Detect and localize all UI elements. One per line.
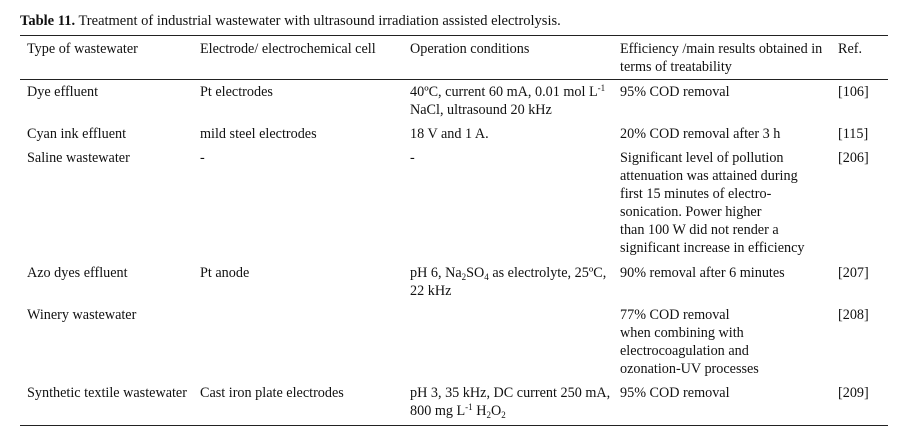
row3-efficiency: [620, 149, 830, 257]
row2-electrode: mild steel electrodes: [200, 126, 317, 142]
row2-efficiency: 20% COD removal after 3 h: [620, 126, 781, 142]
row5-type: Winery wastewater: [27, 307, 137, 323]
row6-ref: [209]: [838, 385, 869, 401]
row3-electrode: -: [200, 150, 205, 166]
bottom-rule: [20, 425, 888, 426]
row1-efficiency: 95% COD removal: [620, 84, 730, 100]
row4-type: Azo dyes effluent: [27, 265, 128, 281]
row3-conditions: -: [410, 150, 415, 166]
row1-electrode: Pt electrodes: [200, 84, 273, 100]
row1-conditions-text-2: NaCl, ultrasound 20 kHz: [410, 102, 552, 118]
row4-conditions-text: pH 6, Na: [410, 265, 462, 281]
row4-ref: [207]: [838, 265, 869, 281]
row4-conditions-text-3: as electrolyte, 25ºC, 22 kHz: [410, 265, 607, 299]
table-title: Treatment of industrial wastewater with ultrasound irradiation assisted electrolysis.: [78, 13, 561, 29]
row6-conditions-text-3: O: [490, 403, 502, 419]
row1-type: Dye effluent: [27, 84, 99, 100]
row5-ref: [208]: [838, 307, 869, 323]
row3-efficiency-line: first 15 minutes of electro-: [620, 186, 772, 202]
row4-electrode: Pt anode: [200, 265, 250, 281]
header-type: Type of wastewater: [27, 41, 138, 57]
row6-electrode: Cast iron plate electrodes: [200, 385, 344, 401]
row4-conditions-text-2: SO: [466, 265, 485, 281]
row3-efficiency-line: Significant level of pollution: [620, 150, 784, 166]
row1-conditions-text: 40ºC, current 60 mA, 0.01 mol L: [410, 84, 598, 100]
header-conditions: Operation conditions: [410, 41, 530, 57]
row3-efficiency-line: than 100 W did not render a: [620, 222, 779, 238]
row3-efficiency-line: sonication. Power higher: [620, 204, 762, 220]
top-rule: [20, 35, 888, 36]
row6-efficiency: 95% COD removal: [620, 385, 730, 401]
row4-conditions: [410, 264, 615, 300]
row6-conditions-text-2: H: [472, 403, 487, 419]
row5-efficiency-line: 77% COD removal: [620, 307, 730, 323]
row6-conditions-sub: 2: [486, 410, 491, 420]
row6-conditions-sup: -1: [465, 402, 473, 412]
table-caption: [20, 13, 561, 30]
row4-conditions-sub: 2: [461, 272, 467, 282]
header-rule: [20, 79, 888, 80]
row1-conditions-sup: -1: [597, 83, 606, 93]
row6-conditions-sub-2: 2: [501, 410, 506, 420]
row6-type: Synthetic textile wastewater: [27, 385, 187, 401]
row2-ref: [115]: [838, 126, 869, 142]
row2-conditions: 18 V and 1 A.: [410, 126, 489, 142]
row1-conditions: [410, 83, 615, 119]
row6-conditions: [410, 384, 615, 420]
row3-efficiency-line: significant increase in efficiency: [620, 240, 805, 256]
row4-conditions-sub-2: 4: [484, 272, 489, 282]
row3-type: Saline wastewater: [27, 150, 130, 166]
row1-ref: [106]: [838, 84, 869, 100]
header-efficiency: Efficiency /main results obtained in terms of treatability: [620, 41, 823, 75]
row5-efficiency: [620, 306, 830, 378]
row4-efficiency: 90% removal after 6 minutes: [620, 265, 785, 281]
row5-efficiency-line: ozonation-UV processes: [620, 361, 759, 377]
header-electrode: Electrode/ electrochemical cell: [200, 41, 376, 57]
row3-ref: [206]: [838, 150, 869, 166]
row6-conditions-text: pH 3, 35 kHz, DC current 250 mA, 800 mg L: [410, 385, 611, 419]
header-ref: Ref.: [838, 41, 863, 57]
table-label: Table 11.: [20, 13, 76, 29]
row3-efficiency-line: attenuation was attained during: [620, 168, 798, 184]
row5-efficiency-line: when combining with: [620, 325, 744, 341]
row2-type: Cyan ink effluent: [27, 126, 127, 142]
row5-efficiency-line: electrocoagulation and: [620, 343, 749, 359]
